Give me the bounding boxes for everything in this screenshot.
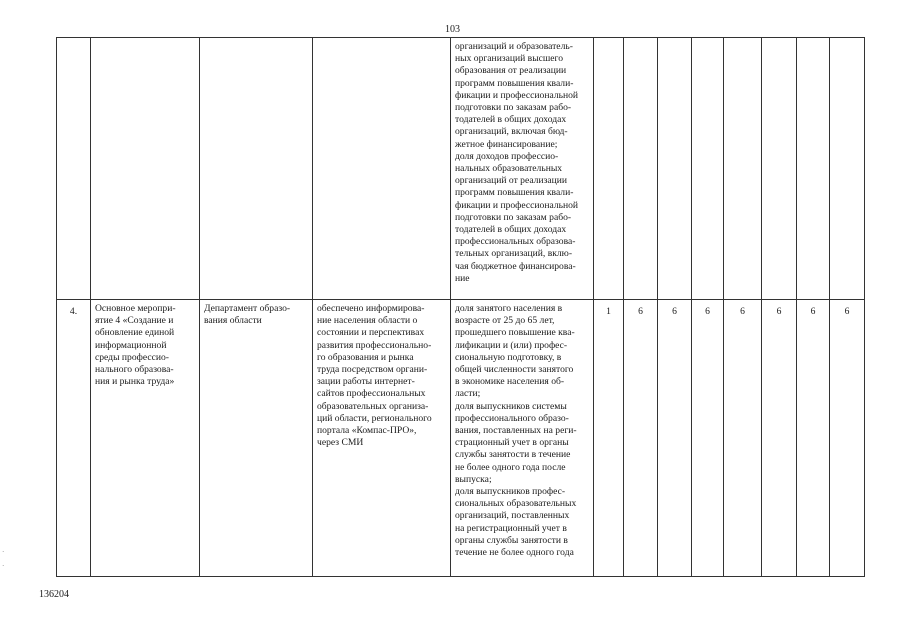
value-cell bbox=[797, 38, 830, 300]
document-code: 136204 bbox=[39, 589, 69, 600]
indicators-cell: организаций и образователь- ных организаций высшего образования от реализации программ повышения квали- фикации и профессиональной подготовки по заказам рабо- тодателей в общих доходах организаций, включая бюд- жетное финансирование; доля доходов профессио- нальных образовательных организаций от реализации программ повышения квали- фикации и профессиональной подготовки по заказам рабо- тодателей в общих доходах профессиональных образова- тельных организаций, вклю- чая бюджетное финансирова- ние bbox=[451, 38, 594, 300]
value-cell: 6 bbox=[830, 300, 865, 577]
row-number-cell bbox=[57, 38, 91, 300]
value-cell: 6 bbox=[797, 300, 830, 577]
page-number: 103 bbox=[445, 24, 460, 35]
value-cell bbox=[692, 38, 724, 300]
measures-table bbox=[56, 37, 865, 577]
value-cell bbox=[624, 38, 658, 300]
value-cell: 1 bbox=[594, 300, 624, 577]
activity-cell bbox=[91, 38, 200, 300]
value-cell: 6 bbox=[624, 300, 658, 577]
value-cell: 6 bbox=[692, 300, 724, 577]
scan-mark: · bbox=[2, 562, 5, 570]
table-row-continued bbox=[57, 38, 865, 300]
value-cell: 6 bbox=[658, 300, 692, 577]
result-cell: обеспечено информирова- ние населения области о состоянии и перспективах развития профессионально- го образования и рынка труда посредством органи- зации работы интернет- сайтов профессиональных образовательных организа- ций области, регионального портала «Компас-ПРО», через СМИ bbox=[313, 300, 451, 577]
value-cell: 6 bbox=[724, 300, 762, 577]
value-cell bbox=[658, 38, 692, 300]
executor-cell bbox=[200, 38, 313, 300]
value-cell bbox=[594, 38, 624, 300]
value-cell bbox=[762, 38, 797, 300]
table-row-4 bbox=[57, 300, 865, 577]
value-cell bbox=[724, 38, 762, 300]
indicators-cell: доля занятого населения в возрасте от 25 до 65 лет, прошедшего повышение ква- лификации и (или) профес- сиональную подготовку, в общей численности занятого в экономике населения об- ласти; доля выпускников системы профессионального образо- вания, поставленных на реги- страционный учет в органы службы занятости в течение не более одного года после выпуска; доля выпускников профес- сиональных образовательных организаций, поставленных на регистрационный учет в органы службы занятости в течение не более одного года bbox=[451, 300, 594, 577]
executor-cell: Департамент образо- вания области bbox=[200, 300, 313, 577]
result-cell bbox=[313, 38, 451, 300]
activity-cell: Основное меропри- ятие 4 «Создание и обновление единой информационной среды профессио- нального образова- ния и рынка труда» bbox=[91, 300, 200, 577]
value-cell bbox=[830, 38, 865, 300]
scan-mark: · bbox=[2, 548, 5, 556]
value-cell: 6 bbox=[762, 300, 797, 577]
row-number-cell: 4. bbox=[57, 300, 91, 577]
